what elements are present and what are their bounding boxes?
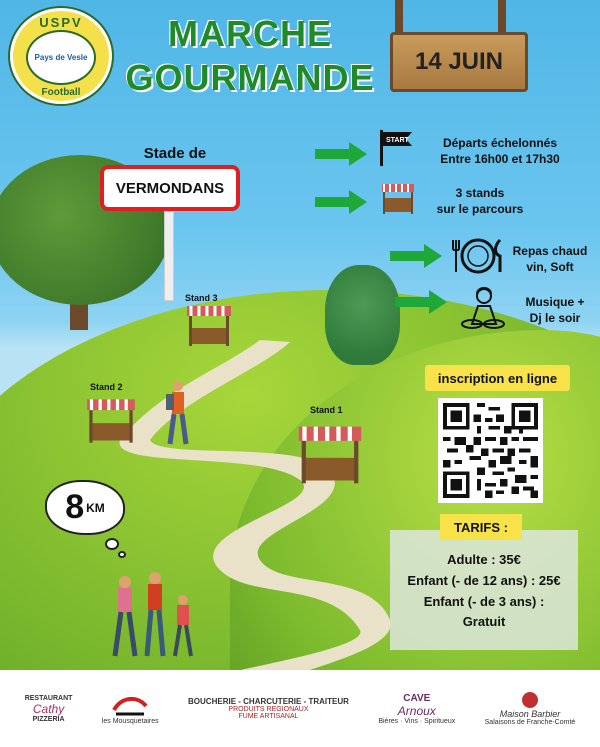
town-sign-pole (164, 211, 174, 301)
tarif-enfant-12: Enfant (- de 12 ans) : 25€ (407, 573, 561, 588)
bubble-dot (118, 551, 126, 558)
mousquetaires-logo-icon (112, 692, 148, 718)
arrow-right-icon (315, 190, 367, 214)
club-logo-bottom: Football (41, 86, 81, 98)
sponsor-line: RESTAURANT (24, 694, 73, 702)
info-musique (515, 294, 595, 326)
club-logo (10, 8, 112, 104)
info-musique-line2: Dj le soir (529, 311, 581, 325)
title-line1: MARCHE (168, 13, 332, 54)
sponsor-boucherie (188, 697, 349, 720)
sponsor-line: PIZZERIA (32, 715, 65, 723)
info-stands-line2: sur le parcours (436, 202, 524, 216)
info-repas-line2: vin, Soft (526, 260, 574, 274)
info-repas (505, 243, 595, 275)
start-flag-text: START (386, 137, 409, 144)
stand-2-label: Stand 2 (90, 382, 123, 392)
sponsor-line: Bières · Vins · Spiritueux (378, 717, 456, 725)
tarif-enfant-3: Enfant (- de 3 ans) : (423, 594, 545, 609)
date-sign: 14 JUIN (390, 32, 528, 92)
stand-3-label: Stand 3 (185, 293, 218, 303)
info-departs (420, 135, 580, 167)
info-stands (425, 185, 535, 217)
info-musique-line1: Musique + (525, 295, 585, 309)
sponsor-line: Maison Barbier (499, 709, 561, 719)
stade-label: Stade de (143, 145, 207, 162)
sponsor-line: CAVE (403, 692, 431, 704)
stand-1-label: Stand 1 (310, 405, 343, 415)
title-line2: GOURMANDE (125, 57, 375, 98)
arrow-right-icon (315, 142, 367, 166)
info-stands-line1: 3 stands (455, 186, 505, 200)
tarifs-panel (390, 530, 578, 650)
sponsor-line: Cathy (32, 701, 65, 716)
info-departs-line2: Entre 16h00 et 17h30 (440, 152, 560, 166)
start-flag-icon (378, 128, 414, 168)
sponsor-line: Arnoux (397, 703, 436, 718)
stand-2-icon (85, 394, 137, 448)
arrow-right-icon (390, 244, 442, 268)
sponsor-line: FUME ARTISANAL (238, 713, 299, 720)
sponsor-line: Salaisons de Franche-Comté (484, 719, 576, 726)
sponsor-line: PRODUITS REGIONAUX (228, 706, 309, 713)
qr-code-image (443, 403, 538, 498)
tarif-gratuit: Gratuit (462, 614, 506, 629)
sponsor-cave-arnoux (378, 693, 455, 725)
plate-cutlery-icon (450, 236, 506, 276)
tarif-adulte: Adulte : 35€ (447, 552, 521, 567)
hiker-icon (160, 380, 194, 446)
info-repas-line1: Repas chaud (512, 244, 588, 258)
qr-code[interactable] (438, 398, 543, 503)
info-departs-line1: Départs échelonnés (442, 136, 558, 150)
club-logo-inner: Pays de Vesle (26, 30, 96, 85)
distance-unit: KM (86, 500, 105, 515)
sponsor-line: les Mousquetaires (101, 718, 159, 725)
arrow-right-icon (395, 290, 447, 314)
stand-1-icon (296, 418, 364, 492)
stand-3-icon (185, 304, 233, 348)
dj-icon (458, 284, 506, 332)
bubble-dot (105, 538, 119, 550)
sponsor-line: BOUCHERIE - CHARCUTERIE - TRAITEUR (188, 697, 349, 706)
sponsors-bar (0, 670, 600, 747)
barbier-logo-icon (521, 691, 539, 709)
hikers-group-icon (105, 570, 205, 660)
tree-right (325, 265, 400, 365)
distance-value: 8 (65, 488, 85, 526)
sponsor-maison-barbier (485, 691, 576, 726)
sponsor-mousquetaires (102, 692, 159, 725)
town-sign: VERMONDANS (100, 165, 240, 211)
sponsor-restaurant-cathy (25, 695, 73, 723)
market-stand-icon (380, 180, 416, 216)
inscription-badge: inscription en ligne (425, 365, 570, 391)
club-logo-top: USPV (39, 14, 83, 30)
tarifs-header: TARIFS : (440, 514, 522, 540)
distance-bubble (45, 480, 125, 535)
